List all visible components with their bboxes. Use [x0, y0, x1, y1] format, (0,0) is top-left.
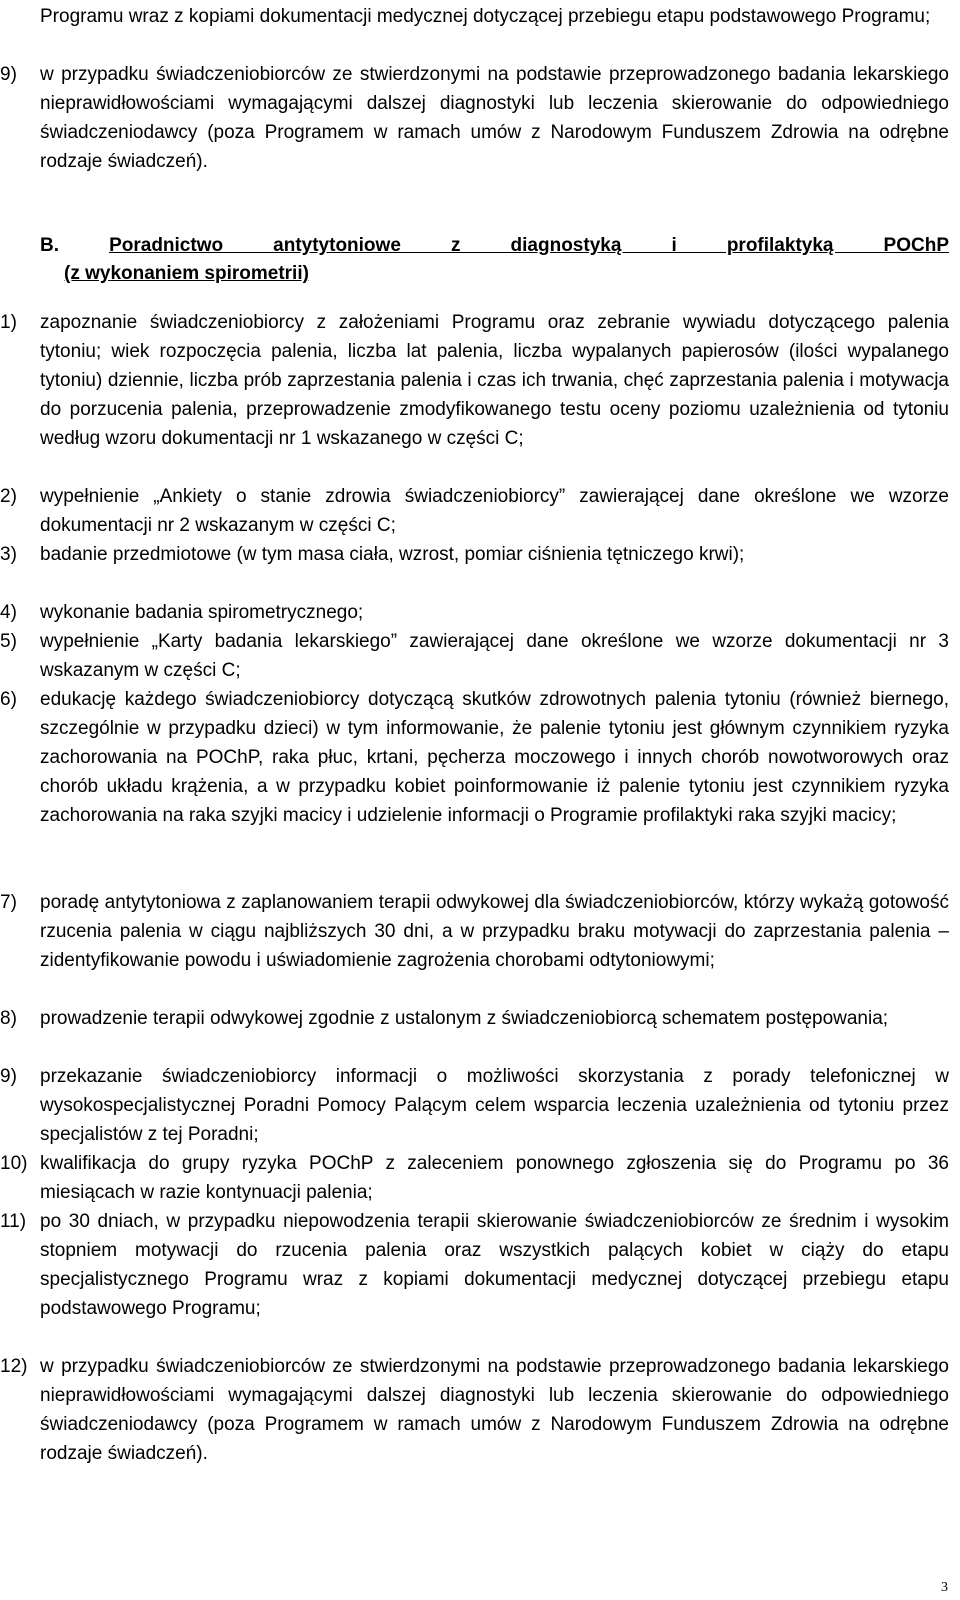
list-number: 10) — [0, 1153, 28, 1174]
section-title-line1: Poradnictwo antytytoniowe z diagnostyką i profilaktyką POChP — [109, 235, 949, 256]
section-letter: B. — [40, 235, 59, 256]
list-item-4 — [0, 598, 949, 627]
section-heading — [40, 232, 949, 288]
list-item-5 — [0, 627, 949, 685]
list-item-2 — [0, 482, 949, 540]
list-item-9 — [0, 1062, 949, 1149]
list-text: poradę antytytoniowa z zaplanowaniem terapii odwykowej dla świadczeniobiorców, którzy wykażą gotowość rzucenia palenia w ciągu najbliższych 30 dni, a w przypadku braku motywacji do zaprzestania palenia – zidentyfikowanie powodu i uświadomienie zagrożenia chorobami odtytoniowymi; — [40, 892, 949, 971]
list-number: 2) — [0, 486, 17, 507]
list-number: 9) — [0, 1066, 17, 1087]
list-number: 8) — [0, 1008, 17, 1029]
list-item-11 — [0, 1207, 949, 1323]
list-number: 1) — [0, 312, 17, 333]
list-text: wypełnienie „Ankiety o stanie zdrowia świadczeniobiorcy” zawierającej dane określone we wzorze dokumentacji nr 2 wskazanym w części C; — [40, 486, 949, 536]
list-text: kwalifikacja do grupy ryzyka POChP z zaleceniem ponownego zgłoszenia się do Programu po 36 miesiącach w razie kontynuacji palenia; — [40, 1153, 949, 1203]
list-item-top-9 — [0, 60, 949, 176]
list-number: 3) — [0, 544, 17, 565]
list-item-12 — [0, 1352, 949, 1468]
list-text: edukację każdego świadczeniobiorcy dotyczącą skutków zdrowotnych palenia tytoniu (również biernego, szczególnie w przypadku dzieci) w tym informowanie, że palenie tytoniu jest głównym czynnikiem ryzyka zachorowania na POChP, raka płuc, krtani, pęcherza moczowego i innych chorób nowotworowych oraz chorób układu krążenia, a w przypadku kobiet poinformowanie iż palenie tytoniu jest czynnikiem ryzyka zachorowania na raka szyjki macicy i udzielenie informacji o Programie profilaktyki raka szyjki macicy; — [40, 689, 949, 826]
continued-paragraph — [40, 2, 949, 31]
list-number: 7) — [0, 892, 17, 913]
list-number: 5) — [0, 631, 17, 652]
list-number: 4) — [0, 602, 17, 623]
list-number: 6) — [0, 689, 17, 710]
page-number: 3 — [941, 1580, 948, 1595]
list-text: po 30 dniach, w przypadku niepowodzenia terapii skierowanie świadczeniobiorców ze średnim i wysokim stopniem motywacji do rzucenia palenia oraz wszystkich palących kobiet w ciąży do etapu specjalistycznego Programu wraz z kopiami dokumentacji medycznej dotyczącej przebiegu etapu podstawowego Programu; — [40, 1211, 949, 1319]
list-item-7 — [0, 888, 949, 975]
list-item-3 — [0, 540, 949, 569]
list-item-10 — [0, 1149, 949, 1207]
list-item-1 — [0, 308, 949, 453]
list-item-6 — [0, 685, 949, 830]
list-text: badanie przedmiotowe (w tym masa ciała, wzrost, pomiar ciśnienia tętniczego krwi); — [40, 544, 745, 565]
list-text: zapoznanie świadczeniobiorcy z założeniami Programu oraz zebranie wywiadu dotyczącego palenia tytoniu; wiek rozpoczęcia palenia, liczba lat palenia, liczba wypalanych papierosów (ilości wypalanego tytoniu) dziennie, liczba prób zaprzestania palenia i czas ich trwania, chęć zaprzestania palenia i motywacja do porzucenia palenia, przeprowadzenie zmodyfikowanego testu oceny poziomu uzależnienia od tytoniu według wzoru dokumentacji nr 1 wskazanego w części C; — [40, 312, 949, 449]
list-text: wykonanie badania spirometrycznego; — [40, 602, 364, 623]
section-title-line2: (z wykonaniem spirometrii) — [64, 263, 309, 284]
list-text: w przypadku świadczeniobiorców ze stwierdzonymi na podstawie przeprowadzonego badania lekarskiego nieprawidłowościami wymagającymi dalszej diagnostyki lub leczenia skierowanie do odpowiedniego świadczeniodawcy (poza Programem w ramach umów z Narodowym Funduszem Zdrowia na odrębne rodzaje świadczeń). — [40, 1356, 949, 1464]
continued-text: Programu wraz z kopiami dokumentacji medycznej dotyczącej przebiegu etapu podstawowego Programu; — [40, 6, 931, 27]
list-text: wypełnienie „Karty badania lekarskiego” zawierającej dane określone we wzorze dokumentacji nr 3 wskazanym w części C; — [40, 631, 949, 681]
list-text: w przypadku świadczeniobiorców ze stwierdzonymi na podstawie przeprowadzonego badania lekarskiego nieprawidłowościami wymagającymi dalszej diagnostyki lub leczenia skierowanie do odpowiedniego świadczeniodawcy (poza Programem w ramach umów z Narodowym Funduszem Zdrowia na odrębne rodzaje świadczeń). — [40, 64, 949, 172]
list-text: przekazanie świadczeniobiorcy informacji o możliwości skorzystania z porady telefonicznej w wysokospecjalistycznej Poradni Pomocy Palącym celem wsparcia leczenia uzależnienia od tytoniu przez specjalistów z tej Poradni; — [40, 1066, 949, 1145]
list-number: 11) — [0, 1211, 27, 1232]
list-text: prowadzenie terapii odwykowej zgodnie z ustalonym z świadczeniobiorcą schematem postępowania; — [40, 1008, 889, 1029]
list-item-8 — [0, 1004, 949, 1033]
list-number: 12) — [0, 1356, 28, 1377]
list-number: 9) — [0, 64, 17, 85]
